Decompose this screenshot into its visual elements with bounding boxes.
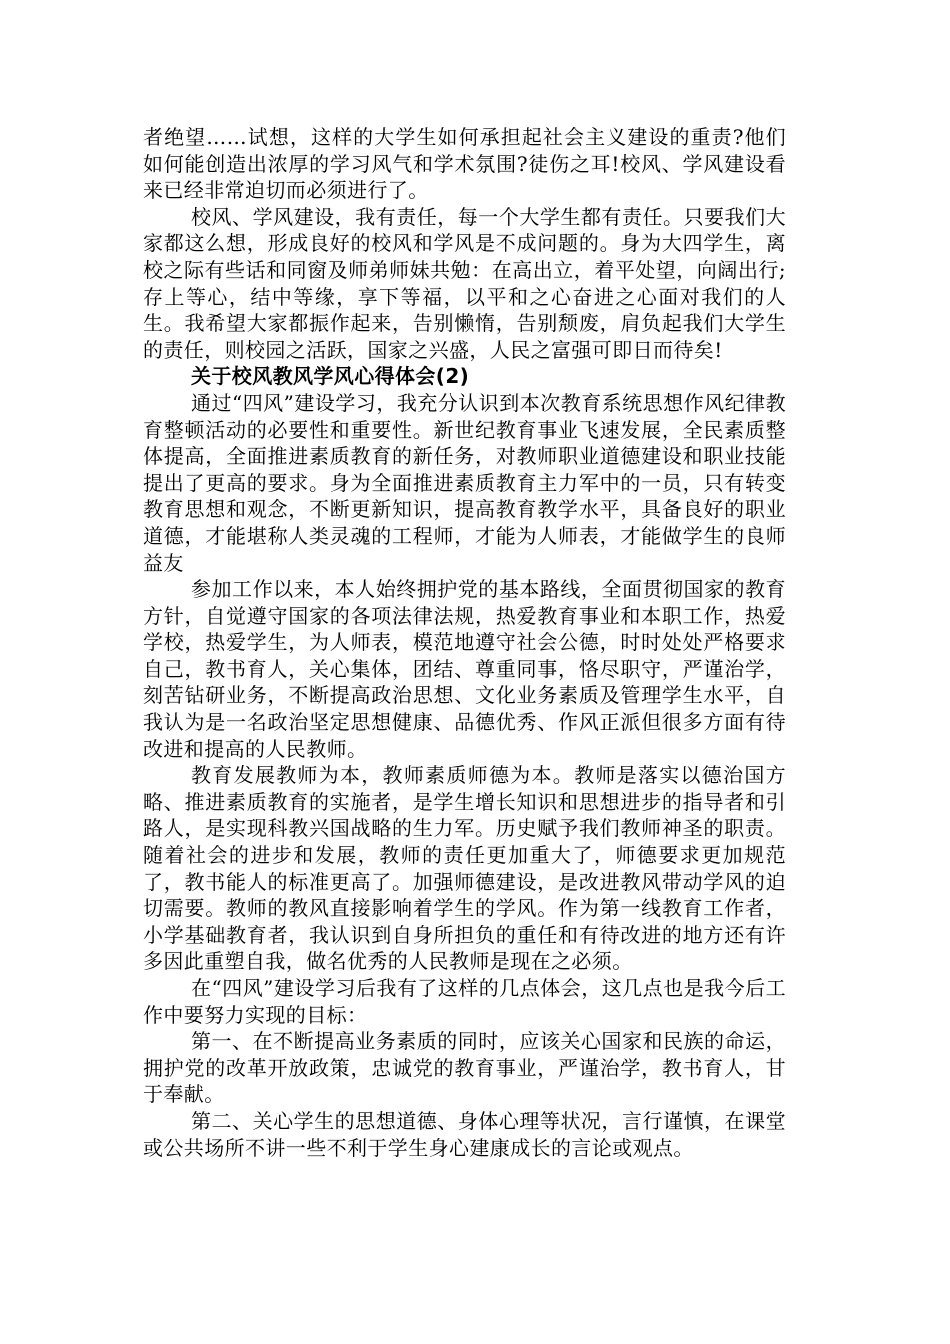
paragraph-5: 教育发展教师为本，教师素质师德为本。教师是落实以德治国方略、推进素质教育的实施者，是学生增长知识和思想进步的指导者和引路人，是实现科教兴国战略的生力军。历史赋予我们教师神圣的职责。随着社会的进步和发展，教师的责任更加重大了，师德要求更加规范了，教书能人的标准更高了。加强师德建设，是改进教风带动学风的迫切需要。教师的教风直接影响着学生的学风。作为第一线教育工作者，小学基础教育者，我认识到自身所担负的重任和有待改进的地方还有许多因此重塑自我，做名优秀的人民教师是现在之必须。 bbox=[143, 763, 786, 974]
paragraph-1: 者绝望……试想，这样的大学生如何承担起社会主义建设的重责?他们如何能创造出浓厚的学习风气和学术氛围?徒伤之耳!校风、学风建设看来已经非常迫切而必须进行了。 bbox=[143, 125, 786, 203]
document-page bbox=[143, 124, 786, 1161]
paragraph-3: 通过“四风”建设学习，我充分认识到本次教育系统思想作风纪律教育整顿活动的必要性和重要性。新世纪教育事业飞速发展，全民素质整体提高，全面推进素质教育的新任务，对教师职业道德建设和职业技能提出了更高的要求。身为全面推进素质教育主力军中的一员，只有转变教育思想和观念，不断更新知识，提高教育教学水平，具备良好的职业道德，才能堪称人类灵魂的工程师，才能为人师表，才能做学生的良师益友 bbox=[143, 390, 786, 575]
section-heading: 关于校风教风学风心得体会(2) bbox=[191, 364, 470, 389]
paragraph-4: 参加工作以来，本人始终拥护党的基本路线，全面贯彻国家的教育方针，自觉遵守国家的各项法律法规，热爱教育事业和本职工作，热爱学校，热爱学生，为人师表，模范地遵守社会公德，时时处处严格要求自己，教书育人，关心集体，团结、尊重同事，恪尽职守，严谨治学，刻苦钻研业务，不断提高政治思想、文化业务素质及管理学生水平，自我认为是一名政治坚定思想健康、品德优秀、作风正派但很多方面有待改进和提高的人民教师。 bbox=[143, 577, 786, 761]
paragraph-6: 在“四风”建设学习后我有了这样的几点体会，这几点也是我今后工作中要努力实现的目标： bbox=[143, 976, 786, 1027]
paragraph-2: 校风、学风建设，我有责任，每一个大学生都有责任。只要我们大家都这么想，形成良好的校风和学风是不成问题的。身为大四学生，离校之际有些话和同窗及师弟师妹共勉：在高出立，着平处望，向阔出行;存上等心，结中等缘，享下等福，以平和之心奋进之心面对我们的人生。我希望大家都振作起来，告别懒惰，告别颓废，肩负起我们大学生的责任，则校园之活跃，国家之兴盛，人民之富强可即日而待矣! bbox=[143, 204, 786, 362]
paragraph-7: 第一、在不断提高业务素质的同时，应该关心国家和民族的命运，拥护党的改革开放政策，忠诚党的教育事业，严谨治学，教书育人，甘于奉献。 bbox=[143, 1029, 786, 1107]
paragraph-8: 第二、关心学生的思想道德、身体心理等状况，言行谨慎，在课堂或公共场所不讲一些不利于学生身心建康成长的言论或观点。 bbox=[143, 1108, 786, 1160]
